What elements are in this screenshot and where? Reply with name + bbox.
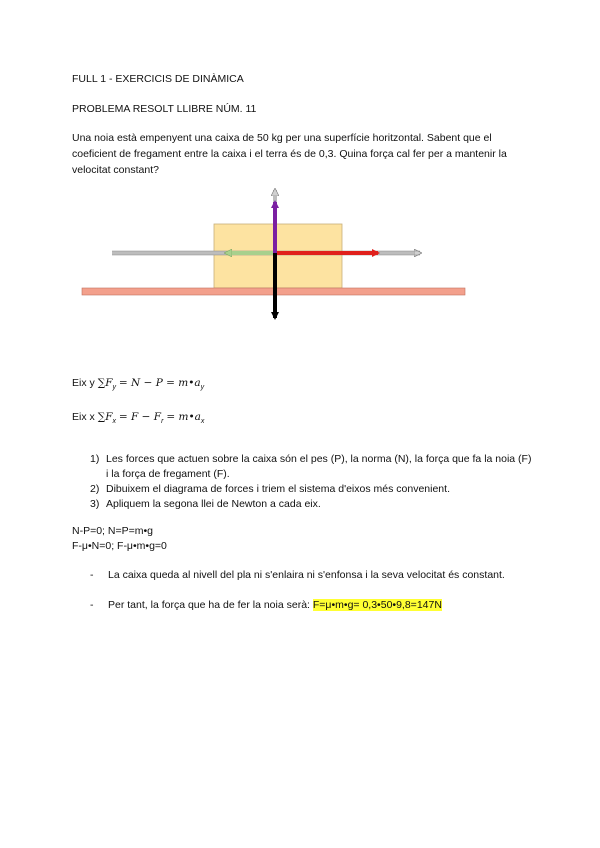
list-item: 1) Les forces que actuen sobre la caixa són el pes (P), la norma (N), la força que fa la noia (F) i la força de fregament (F).: [90, 453, 532, 480]
force-diagram: [0, 178, 600, 328]
equation-y: Eix y $\sum F_y = N - P$ = $m•a_y$: [72, 377, 205, 391]
list-item: 3) Apliquem la segona llei de Newton a cada eix.: [90, 498, 321, 510]
conclusion-list: [72, 568, 532, 613]
problem-title: PROBLEMA RESOLT LLIBRE NÚM. 11: [72, 103, 257, 115]
steps-list: [72, 452, 532, 512]
result-line-1: N-P=0; N=P=m•g: [72, 525, 154, 537]
page-header: FULL 1 - EXERCICIS DE DINÀMICA: [72, 73, 244, 85]
list-item: - Per tant, la força que ha de fer la noia serà: F=μ•m•g= 0,3•50•9,8=147N: [90, 599, 442, 611]
equation-x: Eix x $\sum F_x = F - F_r$ = $m•a_x$: [72, 411, 205, 425]
result-line-2: F-μ•N=0; F-μ•m•g=0: [72, 540, 167, 552]
final-answer: F=μ•m•g= 0,3•50•9,8=147N: [312, 599, 442, 611]
box: [214, 224, 342, 288]
list-item: - La caixa queda al nivell del pla ni s'enlaira ni s'enfonsa i la seva velocitat és constant.: [90, 569, 505, 581]
problem-statement: Una noia està empenyent una caixa de 50 kg per una superfície horitzontal. Sabent que el coeficient de fregament entre la caixa i el terra és de 0,3. Quina força cal fer per a mantenir la velocitat constant?: [72, 132, 507, 176]
list-item: 2) Dibuixem el diagrama de forces i triem el sistema d'eixos més convenient.: [90, 483, 450, 495]
